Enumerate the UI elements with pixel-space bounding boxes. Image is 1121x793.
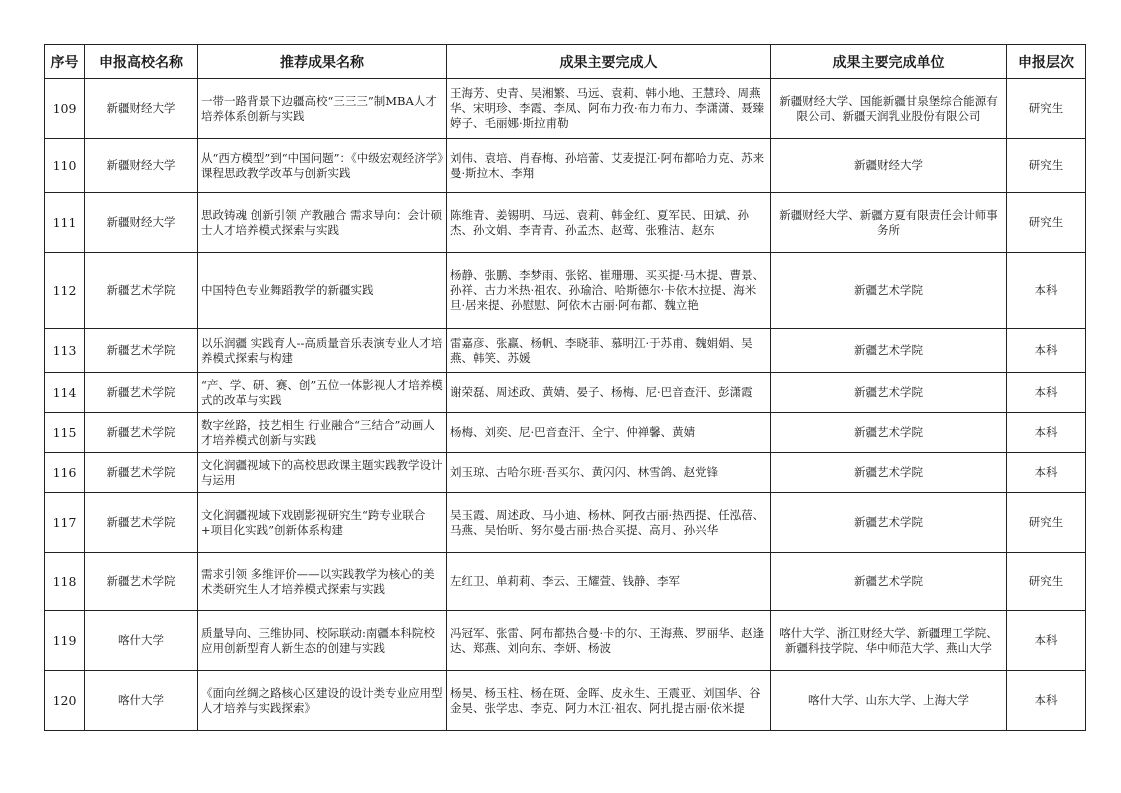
row-title: 一带一路背景下边疆高校“三三三”制MBA人才培养体系创新与实践	[198, 79, 447, 139]
document-page	[44, 44, 1085, 731]
row-people: 刘玉琼、古哈尔班·吾买尔、黄闪闪、林雪鸽、赵党锋	[447, 453, 771, 493]
row-title: “产、学、研、赛、创”五位一体影视人才培养模式的改革与实践	[198, 373, 447, 413]
row-people: 吴玉霞、周述政、马小迪、杨林、阿孜古丽·热西提、任泓蓓、马燕、吴怡昕、努尔曼古丽·热合买提、高月、孙兴华	[447, 493, 771, 553]
row-people: 刘伟、袁培、肖春梅、孙培蕾、艾麦提江·阿布都哈力克、苏来曼·斯拉木、李翔	[447, 139, 771, 193]
row-people: 陈维青、姜锡明、马远、袁莉、韩金红、夏军民、田斌、孙杰、孙文娟、李青青、孙孟杰、赵莺、张雅洁、赵东	[447, 193, 771, 253]
table-row	[45, 139, 1086, 193]
row-people: 左红卫、单莉莉、李云、王耀萱、钱静、李军	[447, 553, 771, 611]
row-school: 新疆艺术学院	[85, 413, 198, 453]
row-title: 质量导向、三维协同、校际联动:南疆本科院校应用创新型育人新生态的创建与实践	[198, 611, 447, 671]
row-units: 新疆艺术学院	[771, 553, 1007, 611]
table-row	[45, 253, 1086, 329]
row-level: 本科	[1007, 253, 1086, 329]
row-title: 需求引领 多维评价——以实践教学为核心的美术类研究生人才培养模式探索与实践	[198, 553, 447, 611]
row-level: 研究生	[1007, 79, 1086, 139]
row-people: 杨昊、杨玉柱、杨在斑、金晖、皮永生、王震亚、刘国华、谷金昊、张学忠、李克、阿力木江·祖农、阿扎提古丽·依米提	[447, 671, 771, 731]
row-seq: 116	[45, 453, 85, 493]
header-units: 成果主要完成单位	[771, 45, 1007, 79]
row-school: 新疆财经大学	[85, 79, 198, 139]
row-seq: 119	[45, 611, 85, 671]
row-units: 新疆艺术学院	[771, 453, 1007, 493]
row-units: 新疆财经大学、新疆方夏有限责任会计师事务所	[771, 193, 1007, 253]
table-row	[45, 671, 1086, 731]
row-school: 新疆财经大学	[85, 139, 198, 193]
row-people: 王海芳、史青、吴湘繁、马远、袁莉、韩小地、王慧玲、周燕华、宋明珍、李霞、李凤、阿布力孜·布力布力、李潇潇、聂臻婷子、毛丽娜·斯拉甫勒	[447, 79, 771, 139]
row-title: 思政铸魂 创新引领 产教融合 需求导向：会计硕士人才培养模式探索与实践	[198, 193, 447, 253]
row-title: 数字丝路，技艺相生 行业融合“三结合”动画人才培养模式创新与实践	[198, 413, 447, 453]
row-level: 本科	[1007, 453, 1086, 493]
row-level: 研究生	[1007, 139, 1086, 193]
row-level: 研究生	[1007, 193, 1086, 253]
row-title: 《面向丝绸之路核心区建设的设计类专业应用型人才培养与实践探索》	[198, 671, 447, 731]
row-people: 雷嘉彦、张赢、杨帆、李晓菲、慕明江·于苏甫、魏娟娟、吴燕、韩笑、苏媛	[447, 329, 771, 373]
row-seq: 110	[45, 139, 85, 193]
row-title: 以乐润疆 实践育人--高质量音乐表演专业人才培养模式探索与构建	[198, 329, 447, 373]
table-row	[45, 79, 1086, 139]
row-school: 喀什大学	[85, 671, 198, 731]
row-level: 本科	[1007, 413, 1086, 453]
table-row	[45, 611, 1086, 671]
row-title: 文化润疆视域下的高校思政课主题实践教学设计与运用	[198, 453, 447, 493]
table-row	[45, 329, 1086, 373]
row-school: 新疆艺术学院	[85, 373, 198, 413]
row-school: 新疆艺术学院	[85, 253, 198, 329]
header-title: 推荐成果名称	[198, 45, 447, 79]
row-level: 研究生	[1007, 553, 1086, 611]
row-seq: 113	[45, 329, 85, 373]
table-row	[45, 413, 1086, 453]
row-title: 文化润疆视域下戏剧影视研究生“跨专业联合+项目化实践”创新体系构建	[198, 493, 447, 553]
header-school: 申报高校名称	[85, 45, 198, 79]
row-title: 从“西方模型”到“中国问题”：《中级宏观经济学》课程思政教学改革与创新实践	[198, 139, 447, 193]
table-row	[45, 553, 1086, 611]
table-row	[45, 193, 1086, 253]
row-units: 新疆艺术学院	[771, 373, 1007, 413]
row-school: 新疆艺术学院	[85, 493, 198, 553]
table-header-row	[45, 45, 1086, 79]
table-row	[45, 493, 1086, 553]
row-seq: 118	[45, 553, 85, 611]
row-units: 新疆艺术学院	[771, 413, 1007, 453]
row-units: 新疆艺术学院	[771, 493, 1007, 553]
row-level: 研究生	[1007, 493, 1086, 553]
row-school: 新疆艺术学院	[85, 329, 198, 373]
table-row	[45, 453, 1086, 493]
row-seq: 109	[45, 79, 85, 139]
row-people: 谢荣磊、周述政、黄婧、晏子、杨梅、尼·巴音查汗、彭潇霞	[447, 373, 771, 413]
row-units: 喀什大学、山东大学、上海大学	[771, 671, 1007, 731]
row-seq: 115	[45, 413, 85, 453]
row-seq: 112	[45, 253, 85, 329]
row-level: 本科	[1007, 373, 1086, 413]
header-level: 申报层次	[1007, 45, 1086, 79]
row-units: 新疆财经大学、国能新疆甘泉堡综合能源有限公司、新疆天润乳业股份有限公司	[771, 79, 1007, 139]
table-row	[45, 373, 1086, 413]
row-level: 本科	[1007, 611, 1086, 671]
row-school: 新疆财经大学	[85, 193, 198, 253]
row-title: 中国特色专业舞蹈教学的新疆实践	[198, 253, 447, 329]
row-seq: 114	[45, 373, 85, 413]
row-units: 新疆艺术学院	[771, 329, 1007, 373]
row-seq: 111	[45, 193, 85, 253]
row-school: 喀什大学	[85, 611, 198, 671]
row-people: 冯冠军、张雷、阿布都热合曼·卡的尔、王海燕、罗丽华、赵逢达、郑燕、刘向东、李妍、杨波	[447, 611, 771, 671]
row-seq: 120	[45, 671, 85, 731]
row-units: 喀什大学、浙江财经大学、新疆理工学院、新疆科技学院、华中师范大学、燕山大学	[771, 611, 1007, 671]
row-units: 新疆艺术学院	[771, 253, 1007, 329]
header-seq: 序号	[45, 45, 85, 79]
row-units: 新疆财经大学	[771, 139, 1007, 193]
row-people: 杨梅、刘奕、尼·巴音查汗、全宁、仲禅馨、黄婧	[447, 413, 771, 453]
row-level: 本科	[1007, 329, 1086, 373]
row-school: 新疆艺术学院	[85, 453, 198, 493]
header-people: 成果主要完成人	[447, 45, 771, 79]
row-seq: 117	[45, 493, 85, 553]
row-level: 本科	[1007, 671, 1086, 731]
row-school: 新疆艺术学院	[85, 553, 198, 611]
achievements-table	[44, 44, 1086, 731]
row-people: 杨静、张鹏、李梦雨、张铭、崔珊珊、买买提·马木提、曹景、孙祥、古力米热·祖农、孙瑜洽、哈斯德尔·卡依木拉提、海米旦·居来提、孙慰慰、阿依木古丽·阿布都、魏立艳	[447, 253, 771, 329]
